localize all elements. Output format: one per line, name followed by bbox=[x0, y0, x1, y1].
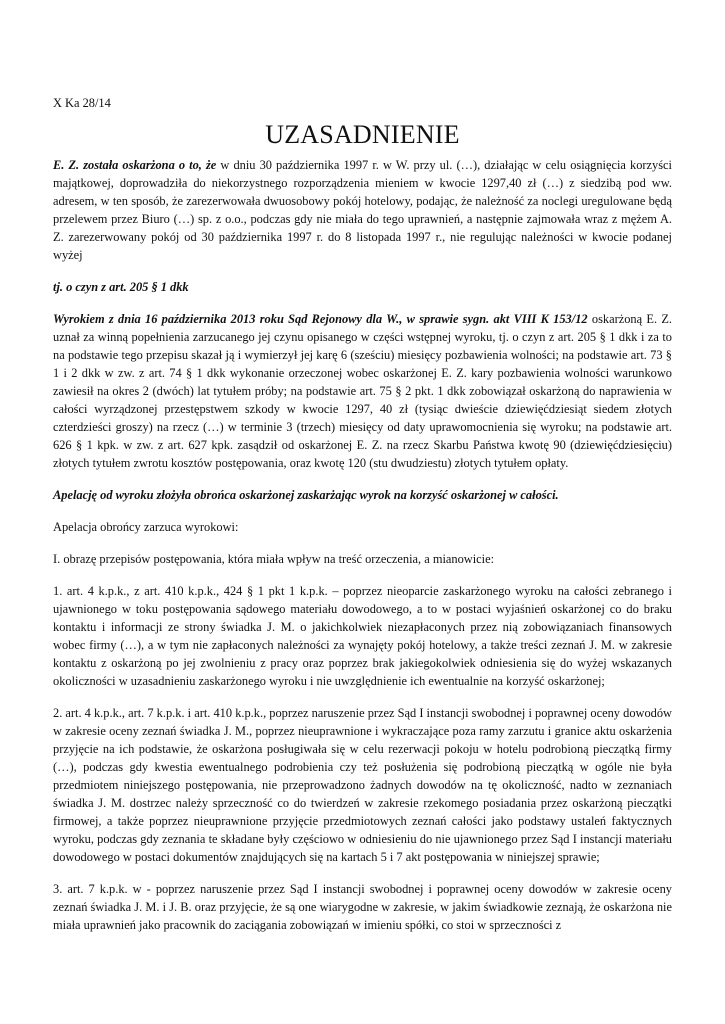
document-title: UZASADNIENIE bbox=[265, 120, 460, 149]
verdict-lead: Wyrokiem z dnia 16 października 2013 roku Sąd Rejonowy dla W., w sprawie sygn. akt VIII K 153/12 bbox=[53, 312, 588, 326]
case-signature: X Ka 28/14 bbox=[53, 96, 111, 110]
legal-qualification: tj. o czyn z art. 205 § 1 dkk bbox=[53, 280, 189, 294]
verdict-text: oskarżoną E. Z. uznał za winną popełnienia zarzucanego jej czynu opisanego w części wstępnej wyroku, tj. o czyn z art. 205 § 1 dkk i za to na podstawie tego przepisu skazał ją i wymierzył jej karę 6 (sześciu) miesięcy pozbawienia wolności; na podstawie art. 73 § 1 i 2 dkk w zw. z art. 74 § 1 dkk wykonanie orzeczonej wobec oskarżonej E. Z. kary pozbawienia wolności warunkowo zawiesił na okres 2 (dwóch) lat tytułem próby; na podstawie art. 75 § 2 pkt. 1 dkk zobowiązał oskarżoną do naprawienia w całości wyrządzonej przestępstwem szkody w kwocie 1297, 40 zł (tysiąc dwieście dziewięćdziesiąt siedem złotych czterdzieści groszy) na rzecz (…) w terminie 3 (trzech) miesięcy od daty uprawomocnienia się wyroku; na podstawie art. 626 § 1 kpk. w zw. z art. 627 kpk. zasądził od oskarżonej E. Z. na rzecz Skarbu Państwa kwotę 90 (dziewięćdziesięciu) złotych tytułem zwrotu kosztów postępowania, oraz kwotę 120 (stu dwudziestu) złotych tytułem opłaty. bbox=[53, 312, 672, 470]
appeal-point-1: 1. art. 4 k.p.k., z art. 410 k.p.k., 424 § 1 pkt 1 k.p.k. – poprzez nieoparcie zaskarżonego wyroku na całości zebranego i ujawnionego w toku postępowania sądowego materiału dowodowego, a to w postaci wyjaśnień oskarżonej co do braku kontaktu i informacji ze strony świadka J. M. o jakichkolwiek niezapłaconych przez nią zobowiązaniach finansowych wobec firmy (…), a w tym nie zapłaconych należności za wynajęty pokój hotelowy, a także treści zeznań J. M. w zakresie kontaktu z oskarżoną po jej zwolnieniu z pracy oraz poprzez brak jakiegokolwiek odniesienia się do wyżej wskazanych okoliczności w uzasadnieniu zaskarżonego wyroku i nie uwzględnienie ich ewentualnie na korzyść oskarżonej; bbox=[53, 584, 672, 688]
appeal-point-3: 3. art. 7 k.p.k. w - poprzez naruszenie przez Sąd I instancji swobodnej i poprawnej oceny dowodów w zakresie oceny zeznań świadka J. M. i J. B. oraz przyjęcie, że są one wiarygodne w zakresie, w jakim świadkowie zeznają, że oskarżona nie miała uprawnień jako pracownik do zaciągania zobowiązań w imieniu spółki, co stoi w sprzeczności z bbox=[53, 882, 672, 932]
appeal-point-2: 2. art. 4 k.p.k., art. 7 k.p.k. i art. 410 k.p.k., poprzez naruszenie przez Sąd I instancji swobodnej i poprawnej oceny dowodów w zakresie oceny zeznań świadka J. M., poprzez nieuprawnione i wykraczające poza ramy zarzutu i granice aktu oskarżenia przyjęcie na ich podstawie, że oskarżona posługiwała się w celu rezerwacji pokoju w hotelu podrobioną pieczątką firmy (…), podczas gdy kwestia ewentualnego podrobienia czy też posłużenia się podrobioną pieczątką w ogóle nie była przedmiotem niniejszego postępowania, nie przeprowadzono żadnych dowodów na tę okoliczność, nadto w zeznaniach świadka J. M. dostrzec należy sprzeczność co do twierdzeń w zakresie rzekomego posiadania przez oskarżoną pieczątki firmowej, a także poprzez nieuprawnione przyjęcie przedmiotowych zeznań całości jako podstawy ustaleń faktycznych wyroku, podczas gdy zeznania te składane były częściowo w odniesieniu do nie ujawnionego przez Sąd I instancji materiału dowodowego w postaci dokumentów znajdujących się na kartach 5 i 7 akt postępowania w niniejszej sprawie; bbox=[53, 706, 672, 864]
charge-paragraph bbox=[53, 156, 672, 264]
charge-lead: E. Z. została oskarżona o to, że bbox=[53, 158, 217, 172]
appeal-intro: Apelacja obrońcy zarzuca wyrokowi: bbox=[53, 520, 239, 534]
verdict-paragraph bbox=[53, 310, 672, 472]
appeal-heading: Apelację od wyroku złożyła obrońca oskarżonej zaskarżając wyrok na korzyść oskarżonej w całości. bbox=[53, 488, 559, 502]
charge-text: w dniu 30 października 1997 r. w W. przy ul. (…), działając w celu osiągnięcia korzyści majątkowej, doprowadziła do niekorzystnego rozporządzenia mieniem w kwocie 1297,40 zł (…) z siedzibą pod ww. adresem, w ten sposób, że zarezerwowała dwuosobowy pokój hotelowy, podając, że należność za noclegi uregulowane będą przelewem przez Biuro (…) sp. z o.o., podczas gdy nie miała do tego uprawnień, a następnie zajmowała wraz z mężem A. Z. zarezerwowany pokój od 30 października 1997 r. do 8 listopada 1997 r., nie regulując należności w kwocie podanej wyżej bbox=[53, 158, 672, 262]
charge-point-I: I. obrazę przepisów postępowania, która miała wpływ na treść orzeczenia, a mianowicie: bbox=[53, 552, 495, 566]
